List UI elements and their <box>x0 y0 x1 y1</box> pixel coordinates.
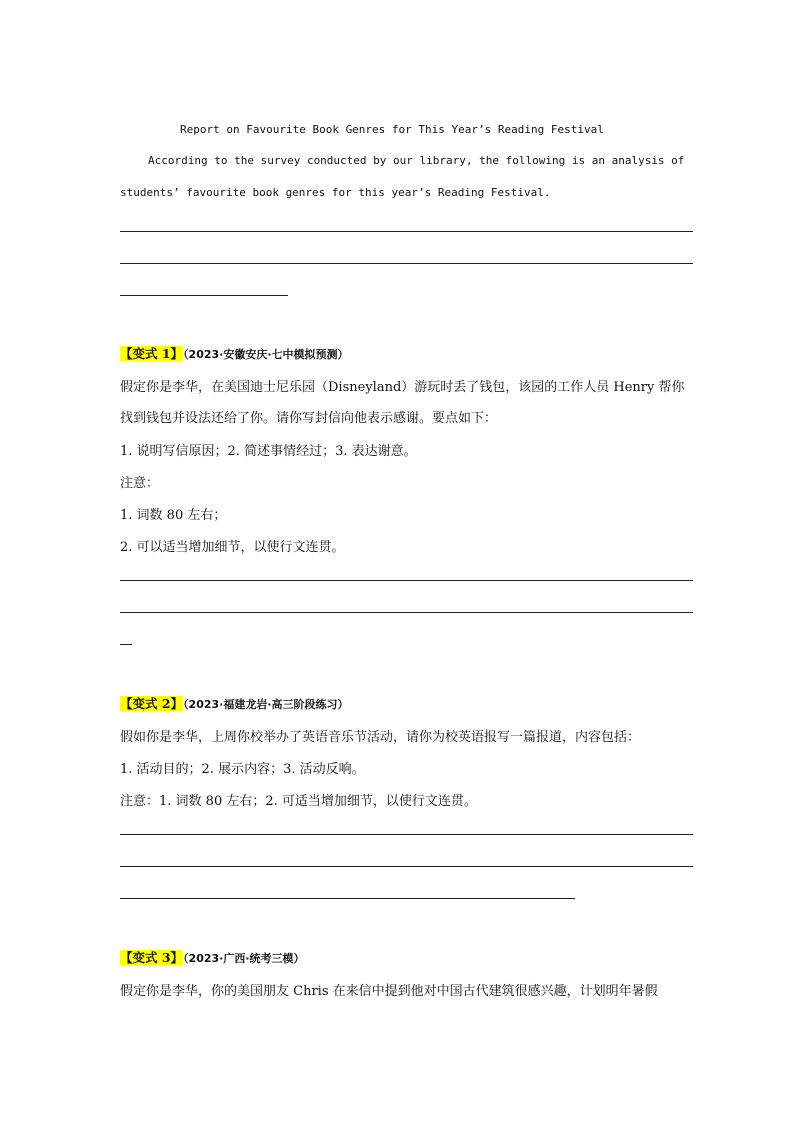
report-title: Report on Favourite Book Genres for This Year’s Reading Festival <box>180 123 604 136</box>
variant-1-note-1: 1. 词数 80 左右； <box>120 508 227 523</box>
variant-2-heading <box>120 693 349 712</box>
variant-1-heading <box>120 343 349 362</box>
answer-line <box>120 834 693 835</box>
variant-3-source: （2023·广西·统考三模） <box>183 952 305 965</box>
variant-1-points: 1. 说明写信原因；2. 简述事情经过；3. 表达谢意。 <box>120 444 417 459</box>
variant-1-source: （2023·安徽安庆·七中模拟预测） <box>183 348 349 361</box>
variant-2-points: 1. 活动目的；2. 展示内容；3. 活动反响。 <box>120 762 365 777</box>
answer-line-short <box>120 295 288 296</box>
variant-3-prompt-line-1: 假定你是李华，你的美国朋友 Chris 在来信中提到他对中国古代建筑很感兴趣，计划明年暑假 <box>120 984 658 999</box>
variant-2-source: （2023·福建龙岩·高三阶段练习） <box>183 698 349 711</box>
answer-line <box>120 580 693 581</box>
answer-line <box>120 231 693 232</box>
variant-2-tag: 【变式 2】 <box>120 696 184 711</box>
variant-2-prompt-line-1: 假如你是李华，上周你校举办了英语音乐节活动，请你为校英语报写一篇报道，内容包括： <box>120 730 641 745</box>
report-paragraph-line-1: According to the survey conducted by our library, the following is an analysis of <box>148 154 685 167</box>
variant-2-note: 注意：1. 词数 80 左右；2. 可适当增加细节，以使行文连贯。 <box>120 794 477 809</box>
variant-1-prompt-line-2: 找到钱包并设法还给了你。请你写封信向他表示感谢。要点如下： <box>120 411 498 426</box>
answer-line <box>120 263 693 264</box>
answer-line-short <box>120 644 132 645</box>
variant-3-tag: 【变式 3】 <box>120 950 184 965</box>
variant-1-note-2: 2. 可以适当增加细节，以使行文连贯。 <box>120 540 345 555</box>
variant-1-tag: 【变式 1】 <box>120 346 184 361</box>
answer-line <box>120 866 693 867</box>
report-paragraph-line-2: students’ favourite book genres for this year’s Reading Festival. <box>120 186 551 199</box>
variant-3-heading <box>120 947 305 966</box>
variant-1-note-label: 注意： <box>120 476 160 491</box>
answer-line <box>120 612 693 613</box>
variant-1-prompt-line-1: 假定你是李华，在美国迪士尼乐园（Disneyland）游玩时丢了钱包，该园的工作人员 Henry 帮你 <box>120 380 685 395</box>
answer-line-short <box>120 898 575 899</box>
